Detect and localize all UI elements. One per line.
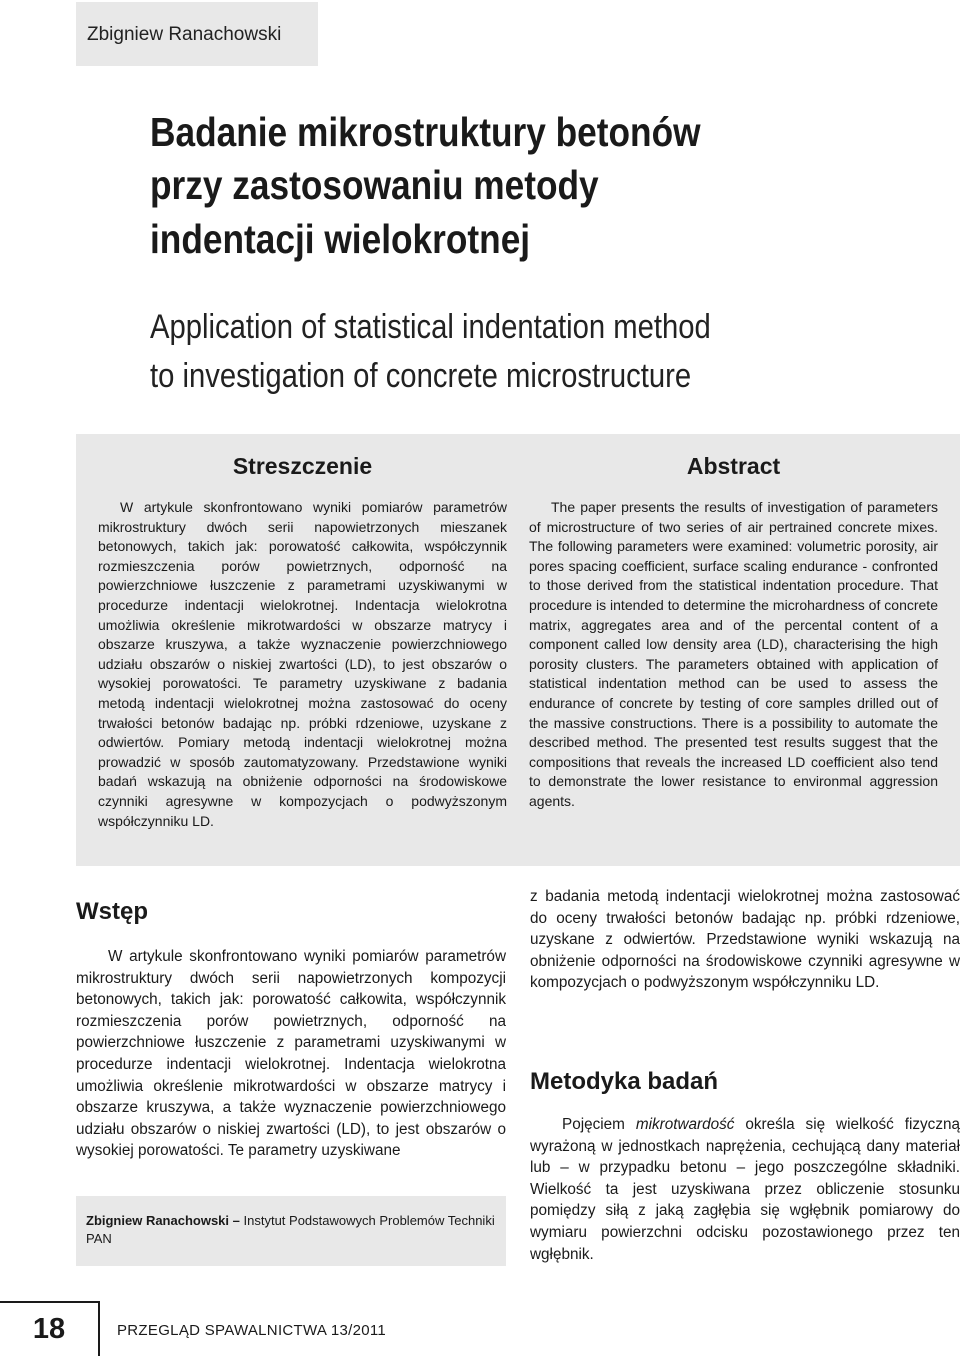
title-polish-line: indentacji wielokrotnej — [150, 215, 531, 262]
journal-name: PRZEGLĄD SPAWALNICTWA 13/2011 — [117, 1322, 387, 1339]
streszczenie-text: W artykule skonfrontowano wyniki pomiarów parametrów mikrostruktury dwóch serii napowietrzonych mieszanek betonowych, takich jak: porowatość całkowita, współczynnik rozmieszczenia porów powietrznych, odporność na powierzchniowe łuszczenie z parametrami uzyskiwanymi w procedurze indentacji wielokrotnej. Indentacja wielokrotna umożliwia określenie mikrotwardości w obszarze matrycy i obszarze kruszywa, a także wyznaczenie powierzchniowego udziału obszarów o niskiej zwartości (LD), to jest obszarów o wysokiej porowatości. Te parametry uzyskiwane z badania metodą indentacji wielokrotnej można zastosować do oceny trwałości betonów badając np. próbki rdzeniowe, uzyskane z odwiertów. Pomiary metodą indentacji wielokrotnej można prowadzić w sposób zautomatyzowany. Przedstawione wyniki badań wskazują na obniżenie odporności na środowiskowe czynniki agresywne w kompozycjach o podwyższonym współczynniku LD. — [98, 499, 507, 829]
method-text-rest: określa się wielkość fizyczną wyrażoną w jednostkach naprężenia, cechującą dany materiał lub – w przypadku betonu – jego poszczególne składniki. Wielkość ta jest uzyskiwana przez obliczenie stosunku pomiędzy siłą z jaką zagłębia się wgłębnik pomiarowy do wymiaru powierzchni odcisku pozostawionego przez ten wgłębnik. — [530, 1116, 960, 1263]
title-english-line: to investigation of concrete microstructure — [150, 357, 692, 396]
author-affiliation-box — [76, 1196, 506, 1266]
abstract-text: The paper presents the results of investigation of parameters of microstructure of two series of air pertrained concrete mixes. The following parameters were examined: volumetric porosity, air pores spacing coefficient, surface scaling endurance - confronted to those derived from the statistical indentation procedure. That procedure is intended to determine the microhardness of concrete matrix, aggregates area and of the percental content of a component called low density area (LD), characterising the high porosity clusters. The parameters obtained with application of statistical indentation method can be used to assess the endurance of concrete by testing of core samples drilled out of the massive constructions. There is a possibility to automate the described method. The presented test results suggest that the compositions that reveals the increased LD coefficient also tend to demonstrate the lower resistance to environmal aggression agents. — [529, 499, 938, 809]
title-english-line: Application of statistical indentation method — [150, 308, 711, 346]
affiliation-text — [76, 1196, 506, 1248]
method-term: mikrotwardość — [635, 1116, 735, 1133]
streszczenie-heading: Streszczenie — [232, 453, 373, 479]
page-number: 18 — [0, 1303, 100, 1356]
affiliation-dash: – — [229, 1213, 244, 1228]
method-heading: Metodyka badań — [530, 1068, 719, 1095]
title-polish-line: przy zastosowaniu metody — [150, 162, 599, 209]
affiliation-author: Zbigniew Ranachowski — [86, 1213, 230, 1228]
intro-heading: Wstęp — [76, 898, 148, 925]
streszczenie-column — [98, 434, 507, 831]
abstract-panel — [76, 434, 960, 866]
intro-continuation: z badania metodą indentacji wielokrotnej można zastosować do oceny trwałości betonów badając np. próbki rdzeniowe, uzyskane z odwiertów. Przedstawione wyniki wskazują na obniżenie odporności na środowiskowe czynniki agresywne w kompozycjach o podwyższonym współczynniku LD. — [530, 888, 960, 992]
abstract-heading: Abstract — [686, 453, 781, 479]
method-paragraph — [530, 1114, 960, 1265]
intro-paragraph: W artykule skonfrontowano wyniki pomiarów parametrów mikrostruktury dwóch serii napowietrzonych kompozycji betonowych, takich jak: porowatość całkowita, współczynnik rozmieszczenia porów powietrznych, odporność na powierzchniowe łuszczenie z parametrami uzyskiwanymi w procedurze indentacji wielokrotnej. Indentacja wielokrotna umożliwia określenie mikrotwardości w obszarze matrycy i obszarze kruszywa, a także wyznaczenie powierzchniowego udziału obszarów o niskiej zwartości (LD), to jest obszarów o wysokiej porowatości. Te parametry uzyskiwane — [76, 948, 506, 1160]
title-polish — [150, 106, 769, 266]
author-name: Zbigniew Ranachowski — [87, 24, 282, 45]
abstract-column — [529, 434, 938, 812]
method-text-lead: Pojęciem — [562, 1116, 636, 1133]
title-polish-line: Badanie mikrostruktury betonów — [150, 109, 701, 155]
author-tab — [76, 2, 318, 66]
affiliation-institution: Instytut Podstawowych Problemów Techniki PAN — [86, 1213, 495, 1246]
title-english — [150, 303, 804, 402]
